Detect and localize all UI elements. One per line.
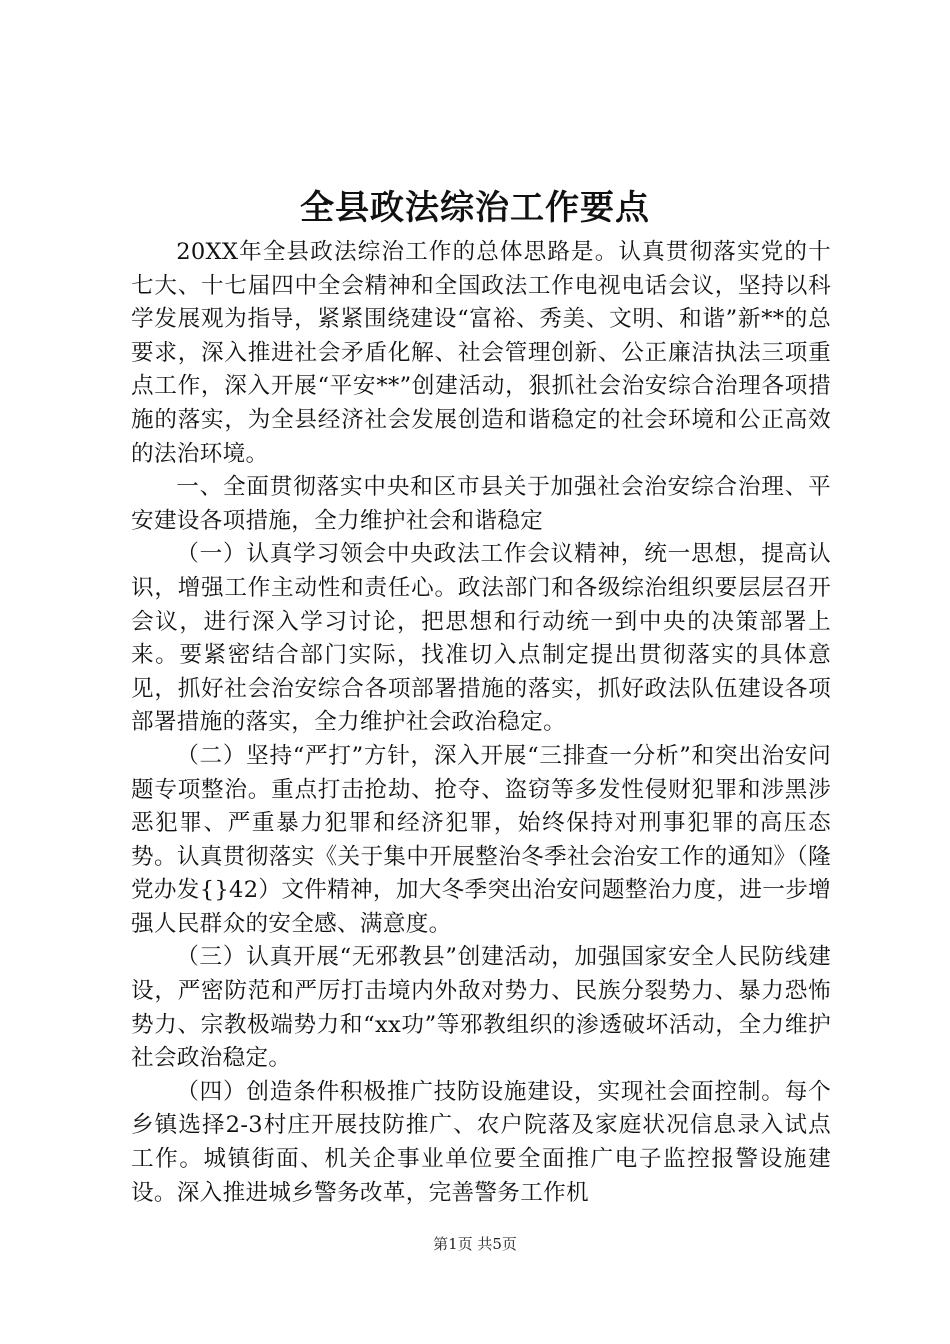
section-1-heading: 一、全面贯彻落实中央和区市县关于加强社会治安综合治理、平安建设各项措施，全力维护社会和谐稳定 [131,474,831,534]
item-3-paragraph: （三）认真开展“无邪教县”创建活动，加强国家安全人民防线建设，严密防范和严厉打击境内外敌对势力、民族分裂势力、暴力恐怖势力、宗教极端势力和“xx功”等邪教组织的渗透破坏活动，全力维护社会政治稳定。 [131,944,831,1072]
document-title: 全县政法综治工作要点 [300,188,650,228]
item-4-paragraph: （四）创造条件积极推广技防设施建设，实现社会面控制。每个乡镇选择2-3村庄开展技防推广、农户院落及家庭状况信息录入试点工作。城镇街面、机关企事业单位要全面推广电子监控报警设施建设。深入推进城乡警务改革，完善警务工作机 [131,1078,831,1206]
item-2-paragraph: （二）坚持“严打”方针，深入开展“三排查一分析”和突出治安问题专项整治。重点打击抢劫、抢夺、盗窃等多发性侵财犯罪和涉黑涉恶犯罪、严重暴力犯罪和经济犯罪，始终保持对刑事犯罪的高压态势。认真贯彻落实《关于集中开展整治冬季社会治安工作的通知》（隆党办发{}42）文件精神，加大冬季突出治安问题整治力度，进一步增强人民群众的安全感、满意度。 [131,742,831,937]
item-1-paragraph: （一）认真学习领会中央政法工作会议精神，统一思想，提高认识，增强工作主动性和责任心。政法部门和各级综治组织要层层召开会议，进行深入学习讨论，把思想和行动统一到中央的决策部署上来。要紧密结合部门实际，找准切入点制定提出贯彻落实的具体意见，抓好社会治安综合各项部署措施的落实，抓好政法队伍建设各项部署措施的落实，全力维护社会政治稳定。 [131,541,831,736]
intro-paragraph: 20XX年全县政法综治工作的总体思路是。认真贯彻落实党的十七大、十七届四中全会精神和全国政法工作电视电话会议，坚持以科学发展观为指导，紧紧围绕建设“富裕、秀美、文明、和谐”新**的总要求，深入推进社会矛盾化解、社会管理创新、公正廉洁执法三项重点工作，深入开展“平安**”创建活动，狠抓社会治安综合治理各项措施的落实，为全县经济社会发展创造和谐稳定的社会环境和公正高效的法治环境。 [131,239,831,467]
page-number-footer: 第1页 共5页 [433,1235,517,1253]
document-body [131,236,831,1210]
